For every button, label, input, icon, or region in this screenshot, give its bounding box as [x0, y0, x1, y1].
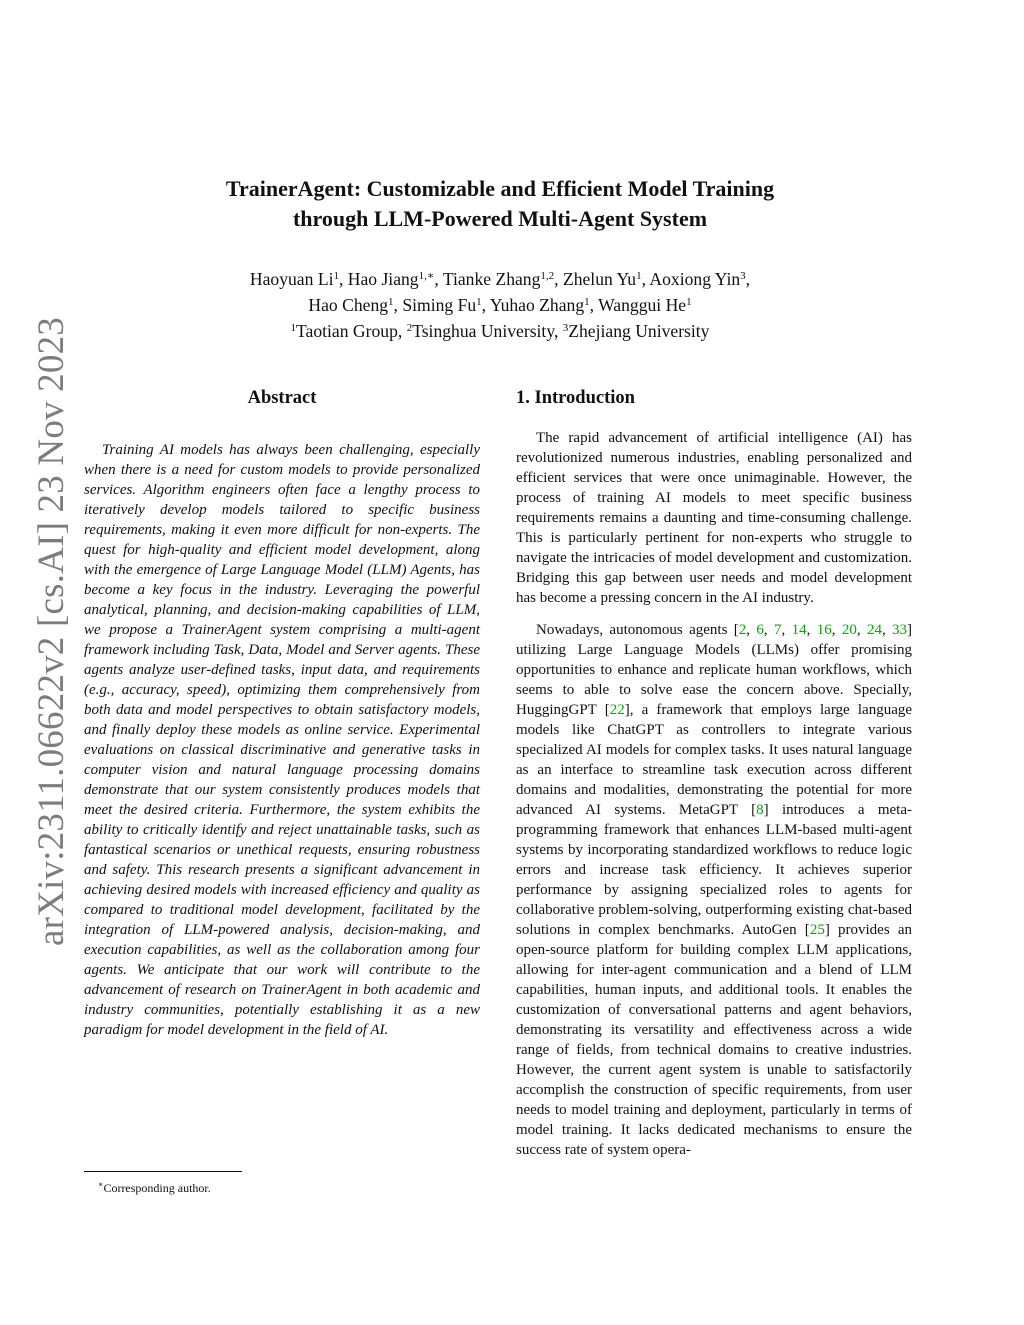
author-affiliation-mark: 3 [740, 270, 746, 282]
author-line-2 [150, 294, 850, 320]
author-name: Haoyuan Li [249, 269, 334, 289]
title-line-2: through LLM-Powered Multi-Agent System [292, 206, 708, 231]
citation-link[interactable]: 16 [816, 622, 832, 638]
citation-link[interactable]: 6 [756, 622, 764, 638]
author-affiliation-mark: 1,∗ [418, 270, 435, 282]
footnote-mark: ∗ [98, 1180, 104, 1189]
author-affiliation-mark: 1,2 [540, 270, 555, 282]
author-name: , Aoxiong Yin [641, 269, 741, 289]
citation-link[interactable]: 22 [609, 702, 625, 718]
affiliation-name: Zhejiang University [568, 321, 710, 341]
author-name: , Siming Fu [393, 295, 477, 315]
affiliation-mark: 2 [406, 322, 413, 334]
author-name: Hao Cheng [308, 295, 389, 315]
abstract-text: Training AI models has always been challenging, especially when there is a need for custom models to provide personalized services. Algorithm engineers often face a lengthy process to iteratively develop models tailored to specific business requirements, making it even more difficult for non-experts. The quest for high-quality and efficient model development, along with the emergence of Large Language Model (LLM) Agents, has become a key focus in the industry. Leveraging the powerful analytical, planning, and decision-making capabilities of LLM, we propose a TrainerAgent system comprising a multi-agent framework including Task, Data, Model and Server agents. These agents analyze user-defined tasks, input data, and requirements (e.g., accuracy, speed), optimizing them comprehensively from both data and model perspectives to obtain satisfactory models, and finally deploy these models as online service. Experimental evaluations on classical discriminative and generative tasks in computer vision and natural language processing domains demonstrate that our system consistently produces models that meet the desired criteria. Furthermore, the system exhibits the ability to critically identify and reject unattainable tasks, such as fantastical scenarios or unethical requests, ensuring robustness and safety. This research presents a significant advancement in achieving desired models with increased efficiency and quality as compared to traditional model development, facilitated by the integration of LLM-powered analysis, decision-making, and execution capabilities, as well as the collaboration among four agents. We anticipate that our work will contribute to the advancement of research on TrainerAgent in both academic and industry communities, potentially establishing it as a new paradigm for model development in the field of AI. [84, 442, 480, 1038]
author-affiliation-mark: 1 [476, 296, 482, 308]
footnote-text: Corresponding author. [103, 1181, 211, 1195]
author-affiliation-mark: 1 [333, 270, 339, 282]
citation-link[interactable]: 7 [774, 622, 782, 638]
citation-link[interactable]: 2 [738, 622, 747, 638]
intro-text: ] utilizing Large Language Models (LLMs) offer promising opportunities to enhance and replicate human workflows, which seems to able to solve ease the concern above. Specially, HuggingGPT [ [516, 622, 913, 718]
affiliation-name: Tsinghua University, [412, 321, 563, 341]
intro-paragraph-1: The rapid advancement of artificial intelligence (AI) has revolutionized numerous industries, enabling personalized and efficient services that were once unimaginable. However, the process of training AI models to meet specific business requirements remains a daunting and time-consuming challenge. This is particularly pertinent for non-experts who struggle to navigate the intricacies of model development and customization. Bridging this gap between user needs and model development has become a pressing concern in the AI industry. [516, 430, 912, 606]
author-name: , Wanggui He [589, 295, 687, 315]
citation-link[interactable]: 24 [866, 622, 882, 638]
author-line-1 [150, 268, 850, 294]
author-affiliation-mark: 1 [636, 270, 642, 282]
affiliations [150, 320, 850, 346]
introduction-body [516, 428, 912, 1172]
arxiv-identifier: arXiv:2311.06622v2 [cs.AI] 23 Nov 2023 [31, 317, 72, 946]
intro-text: ], a framework that employs large language models like ChatGPT as controllers to integrate various specialized AI models for complex tasks. It uses natural language as an interface to streamline task execution across different domains and modalities, demonstrating the potential for more advanced AI systems. MetaGPT [ [516, 702, 913, 818]
citation-link[interactable]: 25 [809, 922, 825, 938]
introduction-heading: 1. Introduction [516, 388, 635, 408]
author-name: , Yuhao Zhang [481, 295, 585, 315]
intro-text: ] provides an open-source platform for building complex LLM applications, allowing for inter-agent communication and a blend of LLM capabilities, human inputs, and additional tools. It enables the customization of conversational patterns and agent behaviors, demonstrating its versatility and effectiveness across a wide range of fields, from technical domains to creative industries. However, the current agent system is unable to satisfactorily accomplish the construction of specific requirements, from user needs to model training and deployment, particularly in terms of model training. It lacks dedicated mechanisms to ensure the success rate of system opera- [516, 922, 912, 1158]
citation-link[interactable]: 20 [841, 622, 857, 638]
affiliation-mark: 1 [290, 322, 297, 334]
paper-title [150, 174, 850, 234]
citation-link[interactable]: 8 [756, 802, 764, 818]
author-affiliation-mark: 1 [686, 296, 692, 308]
footnote [98, 1176, 211, 1197]
footnote-divider [84, 1171, 242, 1172]
author-name: , Tianke Zhang [434, 269, 541, 289]
author-name: , Hao Jiang [338, 269, 419, 289]
affiliation-name: Taotian Group, [296, 321, 407, 341]
author-separator: , [745, 269, 751, 289]
intro-paragraph-2: Nowadays, autonomous agents [2, 6, 7, 14, 16, 20, 24, 33] utilizing Large Language Models (LLMs) offer promising opportunities to enhance and replicate human workflows, which seems to able to solve ease the concern above. Specially, HuggingGPT [22], a framework that employs large language models like ChatGPT as controllers to integrate various specialized AI models for complex tasks. It uses natural language as an interface to streamline task execution across different domains and modalities, demonstrating the potential for more advanced AI systems. MetaGPT [8] introduces a meta-programming framework that enhances LLM-based multi-agent systems by incorporating standardized workflows to reduce logic errors and increase task efficiency. It achieves superior performance by assigning specialized roles to agents for collaborative problem-solving, outperforming existing chat-based solutions in complex benchmarks. AutoGen [25] provides an open-source platform for building complex LLM applications, allowing for inter-agent communication and a blend of LLM capabilities, human inputs, and additional tools. It enables the customization of conversational patterns and agent behaviors, demonstrating its versatility and effectiveness across a wide range of fields, from technical domains to creative industries. However, the current agent system is unable to satisfactorily accomplish the construction of specific requirements, from user needs to model training and deployment, particularly in terms of model training. It lacks dedicated mechanisms to ensure the success rate of system opera- [516, 622, 913, 1158]
author-name: , Zhelun Yu [554, 269, 637, 289]
author-block [150, 268, 850, 346]
author-affiliation-mark: 1 [388, 296, 394, 308]
author-affiliation-mark: 1 [584, 296, 590, 308]
citation-link[interactable]: 14 [791, 622, 807, 638]
affiliation-mark: 3 [562, 322, 569, 334]
abstract-heading: Abstract [247, 388, 317, 408]
intro-text: ] introduces a meta-programming framework that enhances LLM-based multi-agent systems by incorporating standardized workflows to reduce logic errors and increase task efficiency. It achieves superior performance by assigning specialized roles to agents for collaborative problem-solving, outperforming existing chat-based solutions in complex benchmarks. AutoGen [ [516, 802, 912, 938]
citation-link[interactable]: 33 [892, 622, 908, 638]
intro-text: Nowadays, autonomous agents [ [536, 622, 739, 638]
title-line-1: TrainerAgent: Customizable and Efficient Model Training [225, 176, 775, 201]
